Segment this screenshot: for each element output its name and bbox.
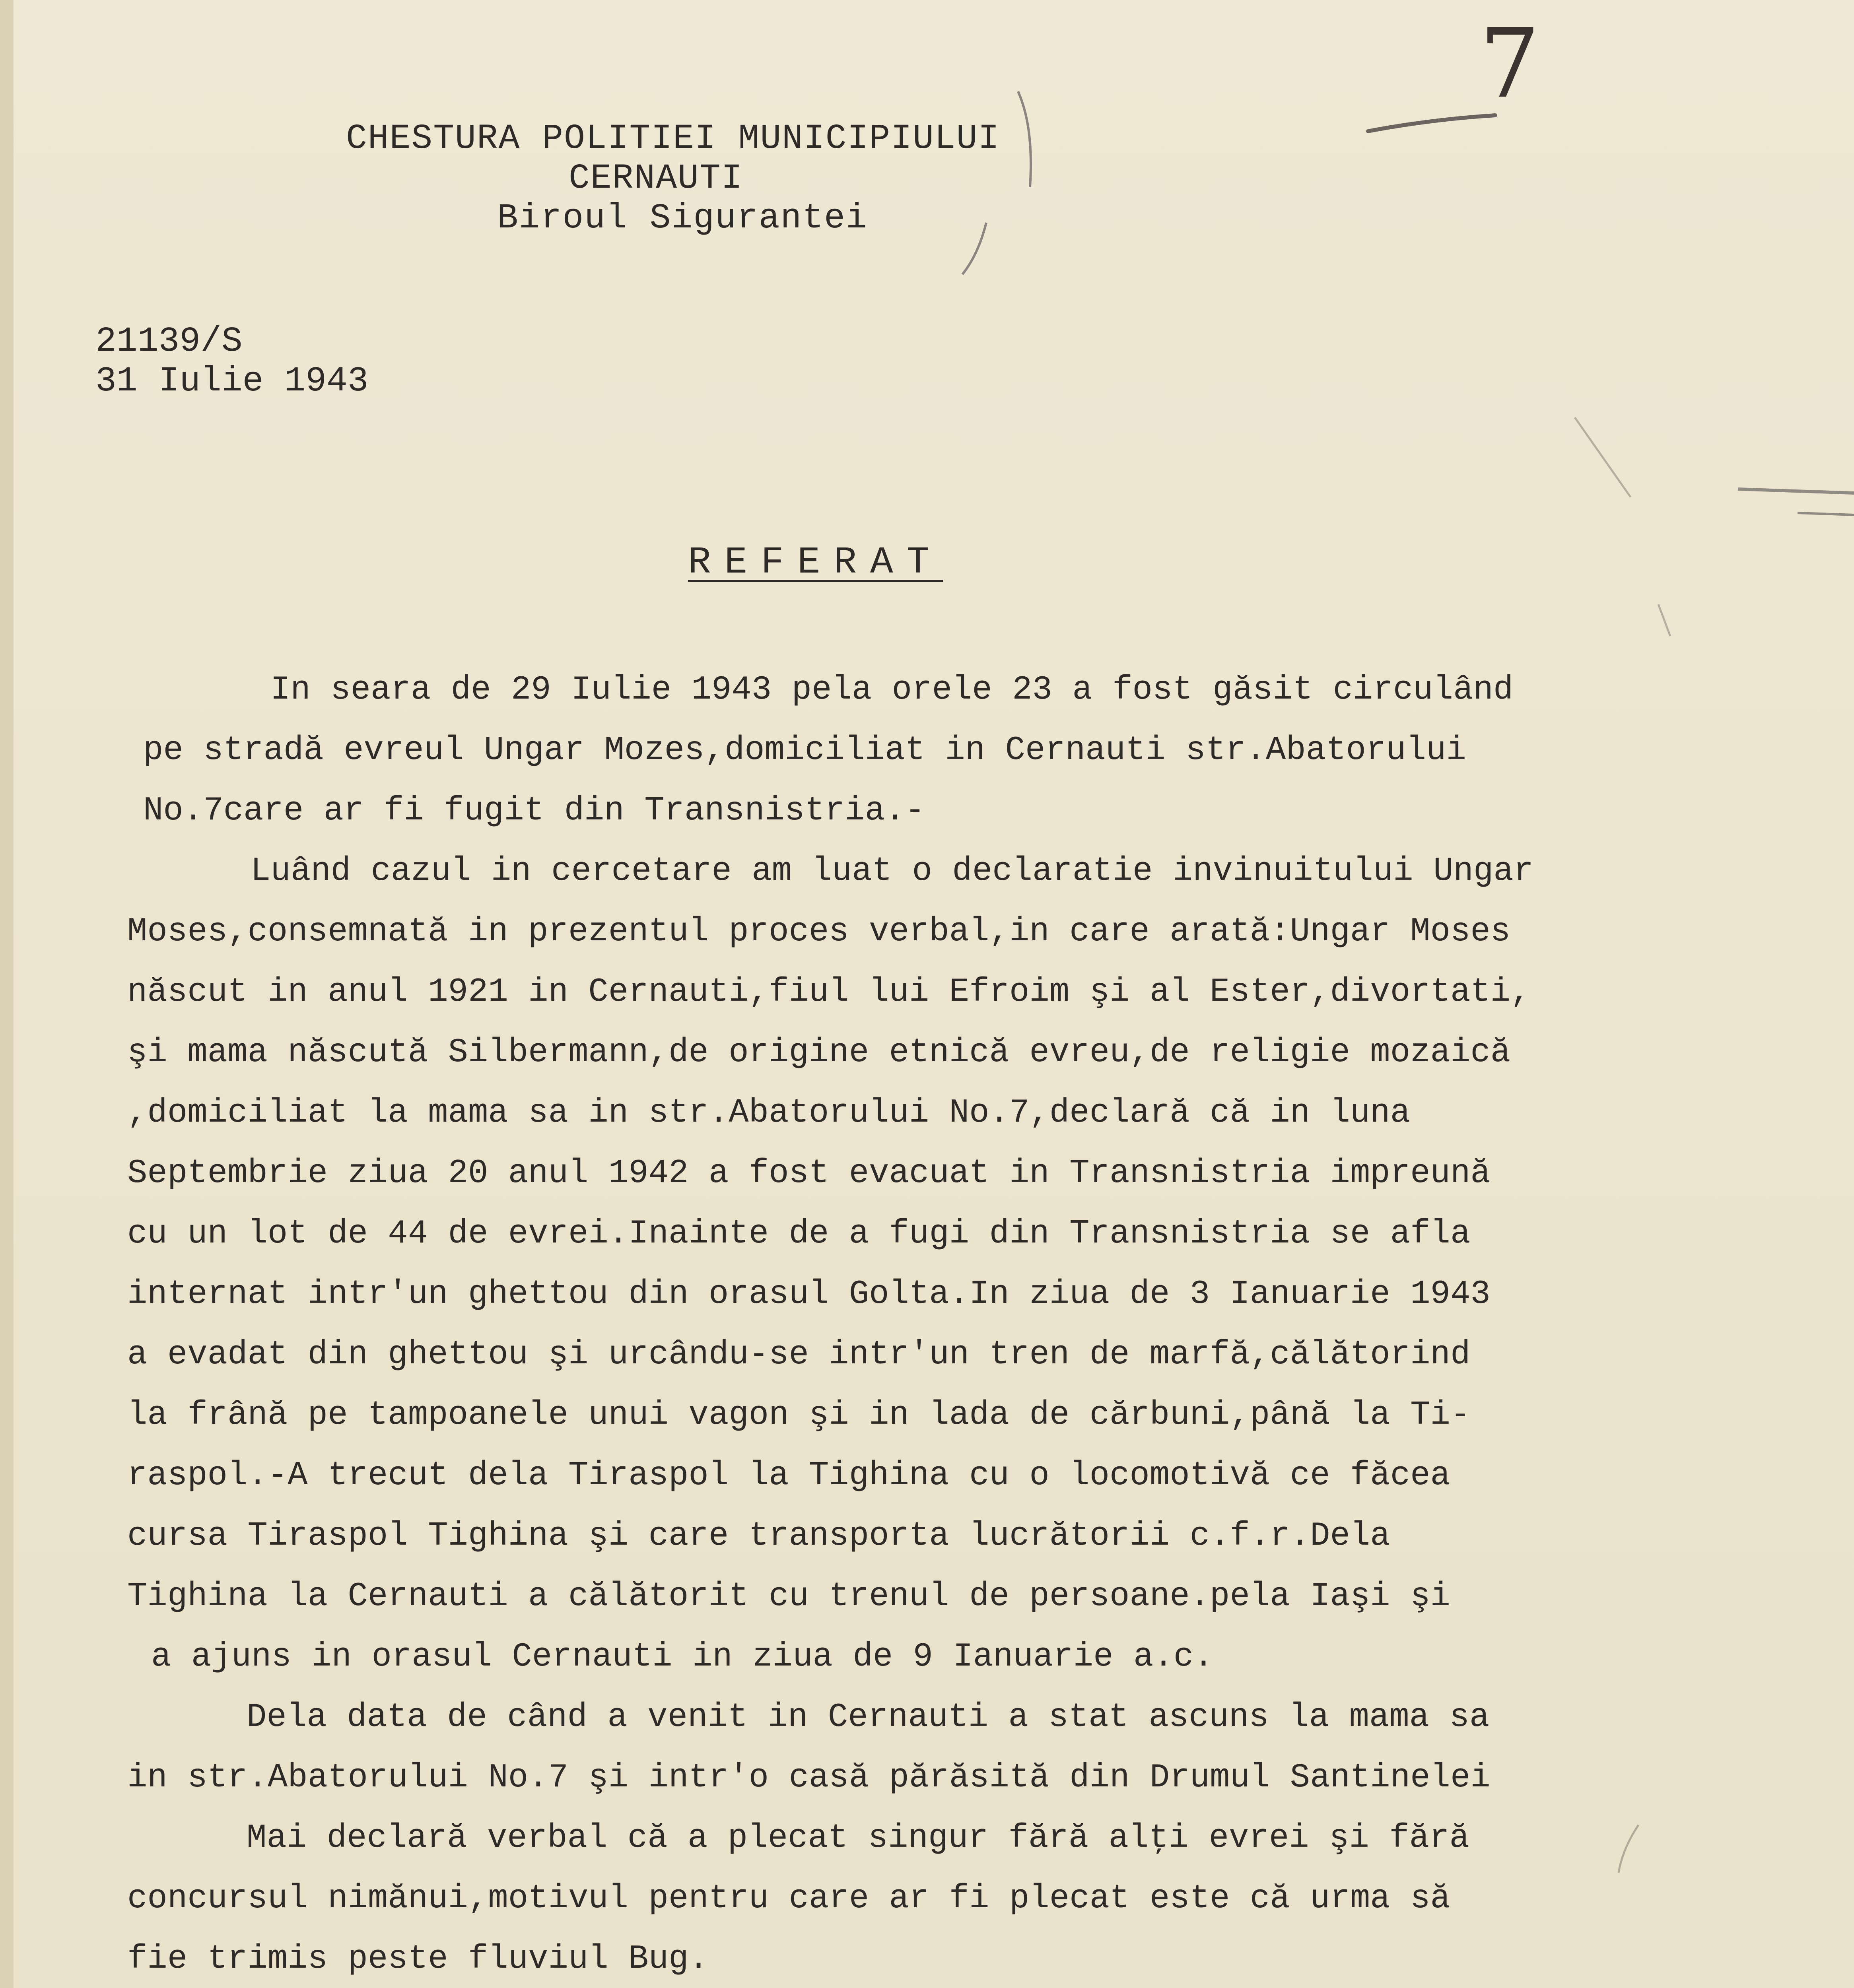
body-line: internat intr'un ghettou din orasul Golta.In ziua de 3 Ianuarie 1943 xyxy=(127,1276,1491,1313)
body-line: fie trimis peste fluviul Bug. xyxy=(127,1940,709,1978)
body-line: Luând cazul in cercetare am luat o declaratie invinuitului Ungar xyxy=(251,852,1534,890)
document-title: REFERAT xyxy=(688,541,943,584)
body-line: şi mama născută Silbermann,de origine etnică evreu,de religie mozaică xyxy=(127,1034,1511,1072)
body-line: la frână pe tampoanele unui vagon şi in lada de cărbuni,până la Ti- xyxy=(127,1396,1471,1434)
body-line: a evadat din ghettou şi urcându-se intr'un tren de marfă,călătorind xyxy=(127,1336,1471,1374)
body-line: No.7care ar fi fugit din Transnistria.- xyxy=(143,792,925,830)
page-number: 7 xyxy=(1479,8,1540,119)
body-line: in str.Abatorului No.7 şi intr'o casă părăsită din Drumul Santinelei xyxy=(127,1759,1491,1797)
body-line: Moses,consemnată in prezentul proces verbal,in care arată:Ungar Moses xyxy=(127,913,1511,951)
body-line: Mai declară verbal că a plecat singur fără alţi evrei şi fără xyxy=(247,1819,1469,1857)
header-line-3: Biroul Sigurantei xyxy=(497,199,868,238)
body-line: Dela data de când a venit in Cernauti a stat ascuns la mama sa xyxy=(247,1699,1490,1736)
body-line: ,domiciliat la mama sa in str.Abatorului No.7,declară că in luna xyxy=(127,1094,1411,1132)
body-line: Septembrie ziua 20 anul 1942 a fost evacuat in Transnistria impreună xyxy=(127,1155,1491,1192)
body-line: Tighina la Cernauti a călătorit cu trenul de persoane.pela Iaşi şi xyxy=(127,1578,1450,1615)
body-line: cursa Tiraspol Tighina şi care transporta lucrătorii c.f.r.Dela xyxy=(127,1517,1390,1555)
body-line: născut in anul 1921 in Cernauti,fiul lui Efroim şi al Ester,divortati, xyxy=(127,973,1531,1011)
reference-number: 21139/S xyxy=(95,322,243,361)
header-line-2: CERNAUTI xyxy=(569,159,743,198)
body-line: pe stradă evreul Ungar Mozes,domiciliat in Cernauti str.Abatorului xyxy=(143,732,1466,769)
body-line: concursul nimănui,motivul pentru care ar fi plecat este că urma să xyxy=(127,1880,1450,1918)
body-line: raspol.-A trecut dela Tiraspol la Tighina cu o locomotivă ce făcea xyxy=(127,1457,1450,1495)
body-line: In seara de 29 Iulie 1943 pela orele 23 a fost găsit circulând xyxy=(270,671,1514,709)
body-line: a ajuns in orasul Cernauti in ziua de 9 Ianuarie a.c. xyxy=(151,1638,1214,1676)
header-line-1: CHESTURA POLITIEI MUNICIPIULUI xyxy=(346,119,1000,159)
body-line: cu un lot de 44 de evrei.Inainte de a fugi din Transnistria se afla xyxy=(127,1215,1471,1253)
reference-date: 31 Iulie 1943 xyxy=(95,362,369,401)
